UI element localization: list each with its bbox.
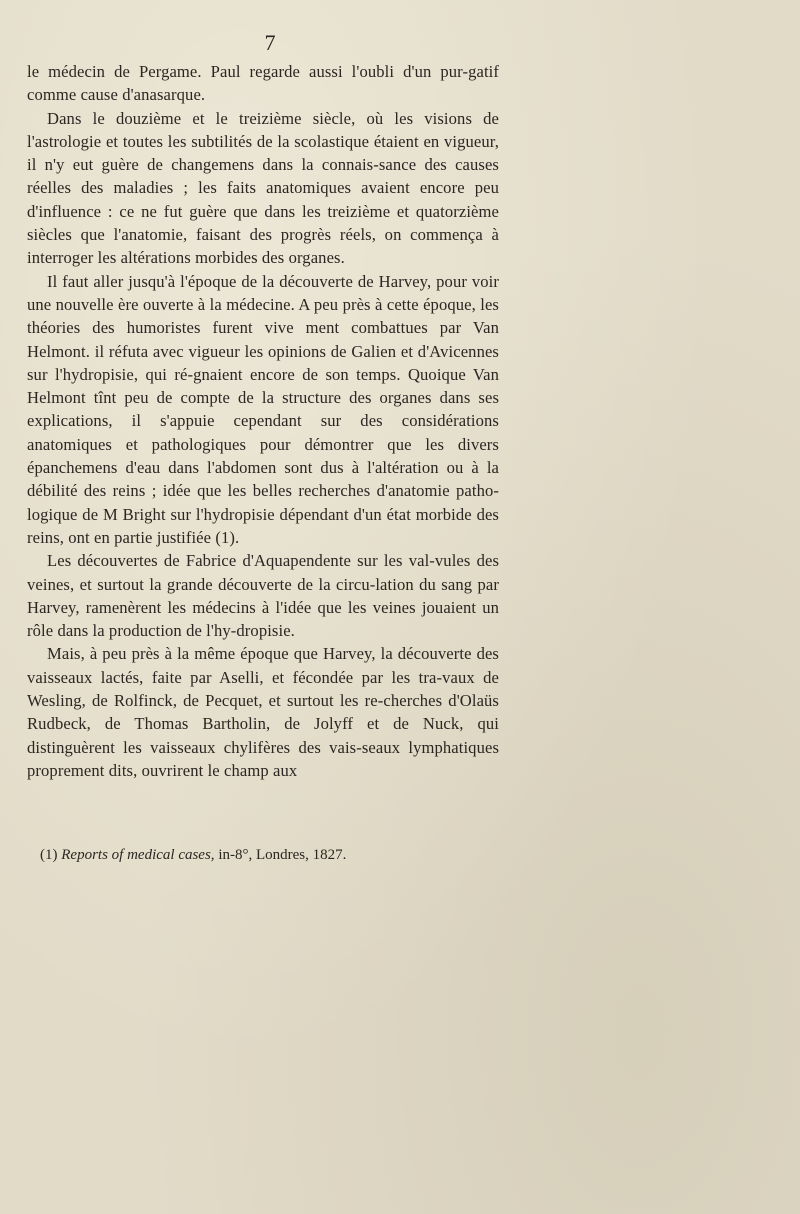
paragraph-1: le médecin de Pergame. Paul regarde aussi l'oubli d'un pur-gatif comme cause d'anasarque. bbox=[27, 62, 499, 105]
body-text bbox=[27, 60, 499, 782]
paragraph-4: Les découvertes de Fabrice d'Aquapendente sur les val-vules des veines, et surtout la grande découverte de la circu-lation du sang par Harvey, ramenèrent les médecins à l'idée que les veines jouaient un rôle dans la production de l'hy-dropisie. bbox=[27, 551, 499, 641]
paragraph-5: Mais, à peu près à la même époque que Harvey, la découverte des vaisseaux lactés, faite par Aselli, et fécondée par les tra-vaux de Wesling, de Rolfinck, de Pecquet, et surtout les re-cherches d'Olaüs Rudbeck, de Thomas Bartholin, de Jolyff et de Nuck, qui distinguèrent les vaisseaux chylifères des vais-seaux lymphatiques proprement dits, ouvrirent le champ aux bbox=[27, 644, 499, 780]
paragraph-2: Dans le douzième et le treizième siècle, où les visions de l'astrologie et toutes les subtilités de la scolastique étaient en vigueur, il n'y eut guère de changemens dans la connais-sance des causes réelles des maladies ; les faits anatomiques avaient encore peu d'influence : ce ne fut guère que dans les treizième et quatorzième siècles que l'anatomie, faisant des progrès réels, on commença à interroger les altérations morbides des organes. bbox=[27, 108, 499, 268]
footnote-marker: (1) bbox=[40, 847, 58, 863]
paragraph-3: Il faut aller jusqu'à l'époque de la découverte de Harvey, pour voir une nouvelle ère ouverte à la médecine. A peu près à cette époque, les théories des humoristes furent vive ment combattues par Van Helmont. il réfuta avec vigueur les opinions de Galien et d'Avicennes sur l'hydropisie, qui ré-gnaient encore de son temps. Quoique Van Helmont tînt peu de compte de la structure des organes dans ses explications, il s'appuie cependant sur des considérations anatomiques et pathologiques pour démontrer que les divers épanchemens d'eau dans l'abdomen sont dus à l'altération ou à la débilité des reins ; idée que les belles recherches d'anatomie patho-logique de M Bright sur l'hydropisie dépendant d'un état morbide des reins, ont en partie justifiée (1). bbox=[27, 271, 499, 547]
footnote bbox=[40, 844, 480, 866]
footnote-details: in-8°, Londres, 1827. bbox=[218, 847, 347, 863]
page-number: 7 bbox=[264, 30, 276, 55]
footnote-title: Reports of medical cases, bbox=[61, 847, 215, 863]
